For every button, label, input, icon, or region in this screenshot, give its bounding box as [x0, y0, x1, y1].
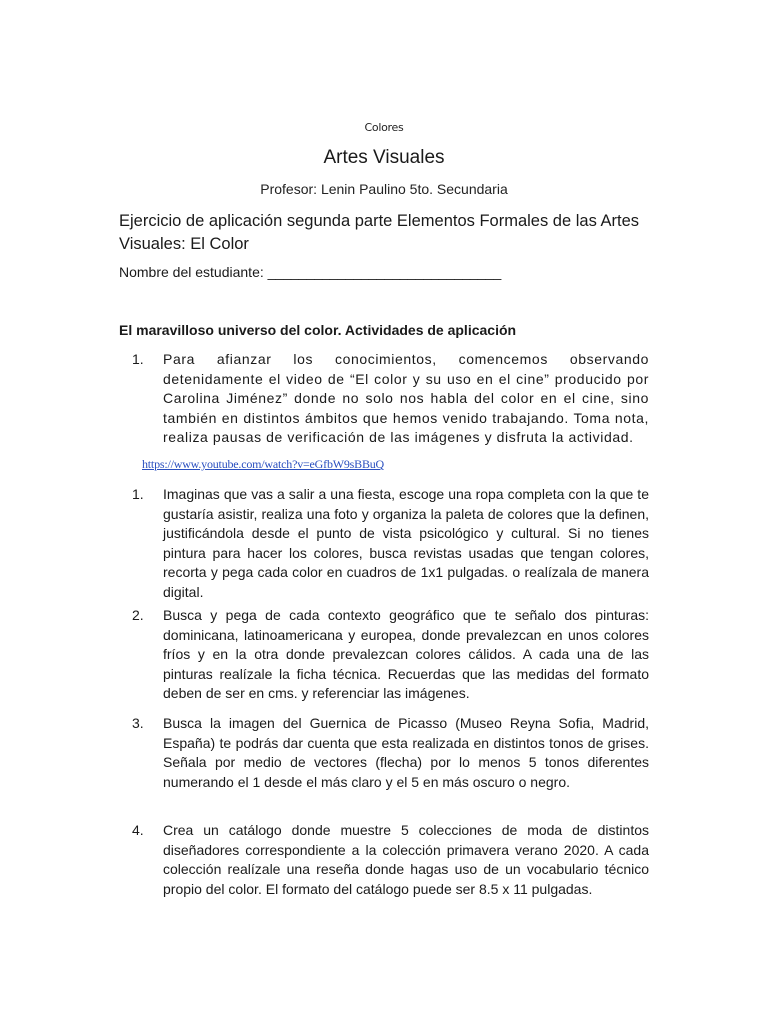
list-item — [119, 714, 649, 814]
list-item-number: 1. — [132, 486, 144, 502]
list-item-text: Para afianzar los conocimientos, comencemos observando detenidamente el video de “El color y su uso en el cine” producido por Carolina Jiménez” donde no solo nos habla del color en el cine, sino también en distintos ámbitos que hemos venido trabajando. Toma nota, realiza pausas de verificación de las imágenes y disfruta la actividad. — [163, 351, 649, 445]
list-item-text: Crea un catálogo donde muestre 5 colecciones de moda de distintos diseñadores correspondiente a la colección primavera verano 2020. A cada colección realízale una reseña donde hagas uso de un vocabulario técnico propio del color. El formato del catálogo puede ser 8.5 x 11 pulgadas. — [163, 822, 649, 897]
student-name-line: Nombre del estudiante: ______________________________ — [119, 264, 502, 280]
document-small-title: Colores — [364, 121, 404, 134]
list-item-number: 3. — [132, 715, 144, 731]
video-link[interactable]: https://www.youtube.com/watch?v=eGfbW9sBBuQ — [142, 457, 385, 471]
exercise-heading: Ejercicio de aplicación segunda parte Elementos Formales de las Artes Visuales: El Color — [119, 212, 640, 253]
document-title: Artes Visuales — [323, 147, 445, 168]
section-heading: El maravilloso universo del color. Actividades de aplicación — [119, 322, 517, 338]
list-item-number: 1. — [132, 351, 144, 367]
list-item — [119, 485, 649, 600]
list-item-text: Busca y pega de cada contexto geográfico que te señalo dos pinturas: dominicana, latinoamericana y europea, donde prevalezcan en unos colores fríos y en la otra donde prevalezcan colores cálidos. A cada una de las pinturas realízale la ficha técnica. Recuerdas que las medidas del formato deben de ser en cms. y referenciar las imágenes. — [163, 607, 649, 701]
list-item — [119, 821, 649, 921]
list-item-text: Busca la imagen del Guernica de Picasso (Museo Reyna Sofia, Madrid, España) te podrás dar cuenta que esta realizada en distintos tonos de grises. Señala por medio de vectores (flecha) por lo menos 5 tonos diferentes numerando el 1 desde el más claro y el 5 en más oscuro o negro. — [163, 715, 649, 790]
teacher-line: Profesor: Lenin Paulino 5to. Secundaria — [260, 181, 508, 197]
list-item-text: Imaginas que vas a salir a una fiesta, escoge una ropa completa con la que te gustaría asistir, realiza una foto y organiza la paleta de colores que la definen, justificándola desde el punto de vista psicológico y cultural. Si no tienes pintura para hacer los colores, busca revistas usadas que tengan colores, recorta y pega cada color en cuadros de 1x1 pulgadas. o realízala de manera digital. — [163, 486, 649, 600]
list-item — [119, 350, 649, 450]
list-item-number: 4. — [132, 822, 144, 838]
list-item — [119, 606, 649, 706]
list-item-number: 2. — [132, 607, 144, 623]
